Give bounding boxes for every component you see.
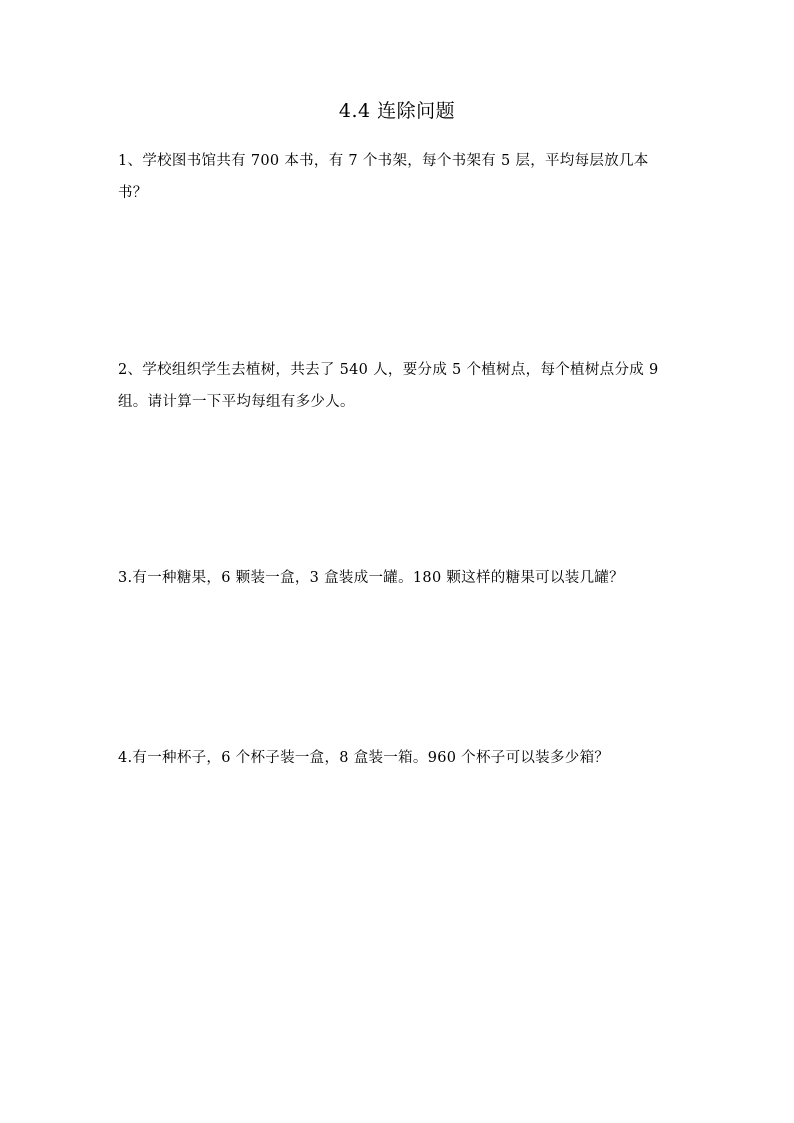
question-3: 3.有一种糖果，6 颗装一盒，3 盒装成一罐。180 颗这样的糖果可以装几罐？ bbox=[118, 570, 624, 586]
worksheet-title: 4.4 连除问题 bbox=[338, 100, 456, 122]
question-4: 4.有一种杯子，6 个杯子装一盒，8 盒装一箱。960 个杯子可以装多少箱？ bbox=[118, 750, 610, 766]
question-2: 2、学校组织学生去植树，共去了 540 人，要分成 5 个植树点，每个植树点分成 9 组。请计算一下平均每组有多少人。 bbox=[118, 362, 659, 410]
question-1: 1、学校图书馆共有 700 本书，有 7 个书架，每个书架有 5 层，平均每层放几本书？ bbox=[118, 153, 649, 201]
